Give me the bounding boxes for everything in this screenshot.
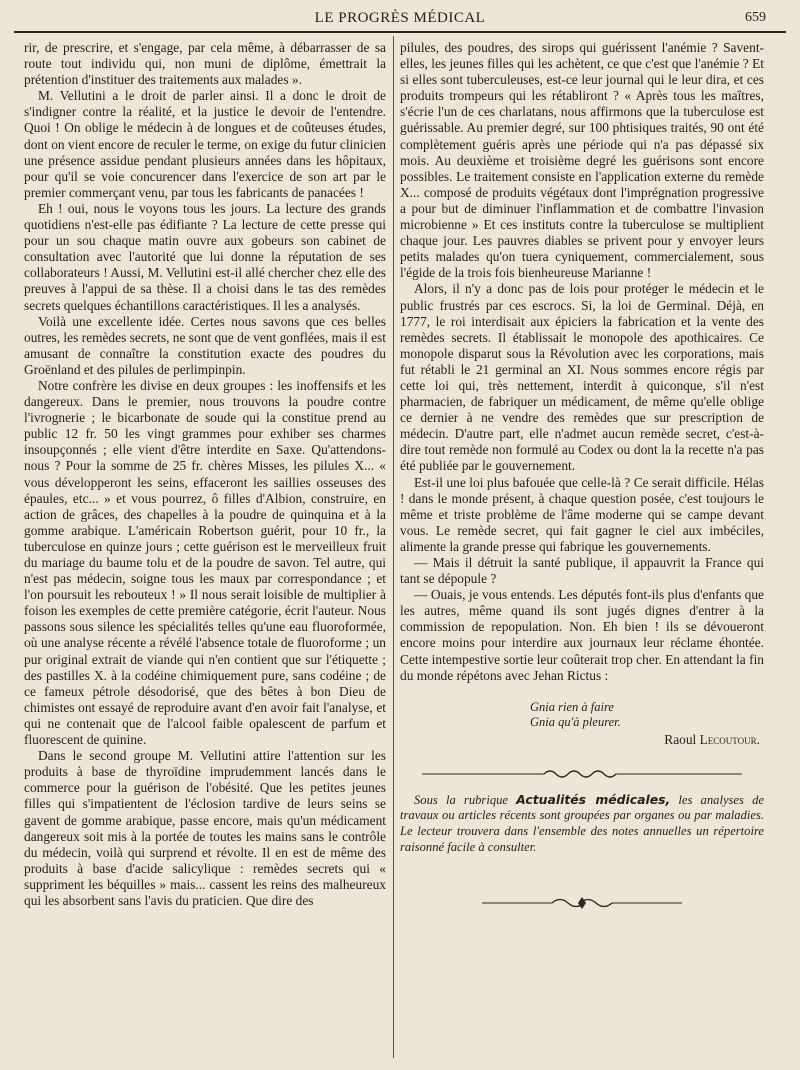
author-first-name: Raoul xyxy=(664,731,700,747)
page-number: 659 xyxy=(745,10,766,25)
header-rule xyxy=(14,31,786,33)
paragraph: M. Vellutini a le droit de parler ainsi. Il a donc le droit de s'indigner contre la réalité, et la justice le devoir de l'entendre. Quoi ! On oblige le médecin à de longues et de coûteuses études, dont on vient encore de reculer le terme, on exige du futur clinicien une présence assidue pendant plusieurs années dans les hôpitaux, pour qu'il se voie concurencer dans l'exercice de son art par le premier commerçant venu, par tous les fabricants de panacées ! xyxy=(24,88,386,200)
paragraph: Voilà une excellente idée. Certes nous savons que ces belles outres, les remèdes secrets, ne sont que de vent gonflées, mais il est amusant de connaître la constitution exacte des poudres du Groënland et des pilules de perlimpinpin. xyxy=(24,313,386,377)
column-divider xyxy=(393,36,394,1058)
poem-line: Gnia rien à faire xyxy=(530,699,614,714)
left-column xyxy=(24,40,386,1062)
author-signature xyxy=(400,732,764,748)
paragraph: — Mais il détruit la santé publique, il appauvrit la France qui tant se dépopule ? xyxy=(400,555,764,587)
poem-line: Gnia qu'à pleurer. xyxy=(530,714,621,729)
ornament-icon xyxy=(482,895,682,911)
author-last-name: Lecoutour. xyxy=(699,731,760,747)
paragraph: pilules, des poudres, des sirops qui guérissent l'anémie ? Savent-elles, les jeunes filles qui les achètent, ce que c'est que l'anémie ? Et si elles sont tuberculeuses, est-ce leur journal qui le leur dira, et ces produits trompeurs qui les rétabliront ? « Après tous les maîtres, s'écrie l'un de ces charlatans, nous affirmons que la tuberculose est guérissable. Au premier degré, sur 100 phtisiques traités, 90 ont été complètement guéris après une période qui n'a pas dépassé six mois. Au deuxième et troisième degré les guérisons sont encore possibles. Le traitement consiste en l'application externe du remède X... composé de produits végétaux dont l'imprégnation progressive a pour but de diminuer l'inflammation et de combattre l'invasion microbienne » Et ces instituts contre la tuberculose se multiplient chaque jour. Les pauvres diables se privent pour y envoyer leurs petits malades qu'on tuera cyniquement, commercialement, sous l'égide de la trois fois bienheureuse Marianne ! xyxy=(400,40,764,281)
right-column xyxy=(400,40,764,1062)
running-head xyxy=(0,0,800,36)
swash-divider xyxy=(422,766,742,780)
paragraph: Est-il une loi plus bafouée que celle-là ? Ce serait difficile. Hélas ! dans le monde présent, à chaque question posée, c'est toujours le même et triste problème de l'âme moderne qui se campe devant vous. Le remède secret, qui fait gagner le ciel aux imbéciles, alimente la grande presse qui fabrique les gouvernements. xyxy=(400,474,764,554)
paragraph: Eh ! oui, nous le voyons tous les jours. La lecture des grands quotidiens n'est-elle pas édifiante ? La lecture de cette presse qui pour un sou chaque matin ouvre aux gobeurs son cabinet de consultation avec l'autorité que lui donne la réputation de ses collaborateurs ! Aussi, M. Vellutini est-il allé chercher chez elle des preuves à l'appui de sa thèse. Il a choisi dans le tas des remèdes secrets quelques échantillons caractéristiques. Il les a analysés. xyxy=(24,200,386,313)
rubric-text: les analyses de travaux ou articles récents sont groupées par organes ou par maladies. Le lecteur trouvera dans l'ensemble des notes annuelles un répertoire raisonné facile à consulter. xyxy=(400,792,764,854)
poem-quote xyxy=(400,700,764,730)
rubric-text: Sous la rubrique xyxy=(414,792,517,807)
paragraph: Dans le second groupe M. Vellutini attire l'attention sur les produits à base de thyroïdine imprudemment lancés dans le commerce pour la guérison de l'obésité. Que les petites jeunes filles qui s'impatientent de l'éclosion tardive de leurs seins se gavent de gomme arabique, passe encore, mais qu'un médicament dangereux soit mis à la portée de toutes les mains sans le contrôle du médecin, voilà qui surprend et révolte. Il en est de même des produits à base d'acide salicylique : remèdes secrets qui « suppriment les béquilles » mais... cassent les reins des malheureux qui les absorbent sans l'avis du praticien. Que dire des xyxy=(24,748,386,908)
journal-title: LE PROGRÈS MÉDICAL xyxy=(314,10,486,26)
paragraph: Alors, il n'y a donc pas de lois pour protéger le médecin et le public frustrés par ces escrocs. Si, la loi de Germinal. Déjà, en 1777, le roi interdisait aux épiciers la fabrication et la vente des remèdes secrets. Il établissait le monopole des apothicaires. Ce monopole disparut sous la Révolution avec les corporations, mais fut rétabli le 21 germinal an XI. Nous sommes encore régis par cette loi qui, très nettement, interdit à quiconque, s'il n'est pharmacien, de fabriquer un médicament, de même qu'elle oblige ce dernier à ne vendre des remèdes que sur prescription de médecin. D'autre part, elle n'admet aucun remède secret, c'est-à-dire tout remède non formulé au Codex ou dont la la recette n'a pas été publiée par le gouvernement. xyxy=(400,281,764,474)
rubric-note xyxy=(400,792,764,855)
paragraph: Notre confrère les divise en deux groupes : les inoffensifs et les dangereux. Dans le premier, nous trouvons la poudre contre l'ivrognerie ; le bicarbonate de soude qui la constitue prend au public 12 fr. 50 les vingt grammes pour exhiber ses charmes insoupçonnés ; elle vient d'être interdite en Saxe. Qu'attendons-nous ? Pour la somme de 25 fr. chères Misses, les pilules X... « vous développeront les seins, effaceront les saillies osseuses des épaules, etc... » et vous pourrez, ô filles d'Albion, construire, en action de grâces, des chapelles à la poudre de quinquina et à la gomme arabique. L'américain Robertson guérit, pour 10 fr., la tuberculose en quinze jours ; cette guérison est le merveilleux fruit du mariage du baume tolu et de la poudre de savon. Tel autre, qui n'est pas médecin, soigne tous les maux par correspondance ; et l'on poursuit les rebouteux ! » Il nous serait loisible de multiplier à foison les exemples de cette première catégorie, écrit l'auteur. Nous passons sous silence les spécialités telles qu'une eau fluoroformée, où une analyse récente a révélé l'absence totale de fluoroforme ; un pur original extrait de viande qui n'en contient que sur l'étiquette ; des pastilles X. à la codéine chimiquement pure, sans codéine ; de ce fameux pétrole désodorisé, que des bêtes à bon Dieu de chimistes ont essayé de reproduire avant d'en avoir fait l'analyse, et qui ne contenait que de l'alcool faible opalescent de parfum et fluorescent de quinine. xyxy=(24,377,386,748)
paragraph: rir, de prescrire, et s'engage, par cela même, à débarrasser de sa route tout individu qui, non muni de diplôme, émettrait la prétention d'instituer des traitements aux malades ». xyxy=(24,40,386,88)
paragraph: — Ouais, je vous entends. Les députés font-ils plus d'enfants que les autres, même quand ils sont jugés dignes d'entrer à la commission de repopulation. Non. Eh bien ! ils se dévoueront encore moins pour interdire aux journaux leur réclame éhontée. Cette intempestive sortie leur coûterait trop cher. En attendant la fin du monde répétons avec Jehan Rictus : xyxy=(400,587,764,683)
rubric-emphasis: Actualités médicales, xyxy=(516,791,671,807)
